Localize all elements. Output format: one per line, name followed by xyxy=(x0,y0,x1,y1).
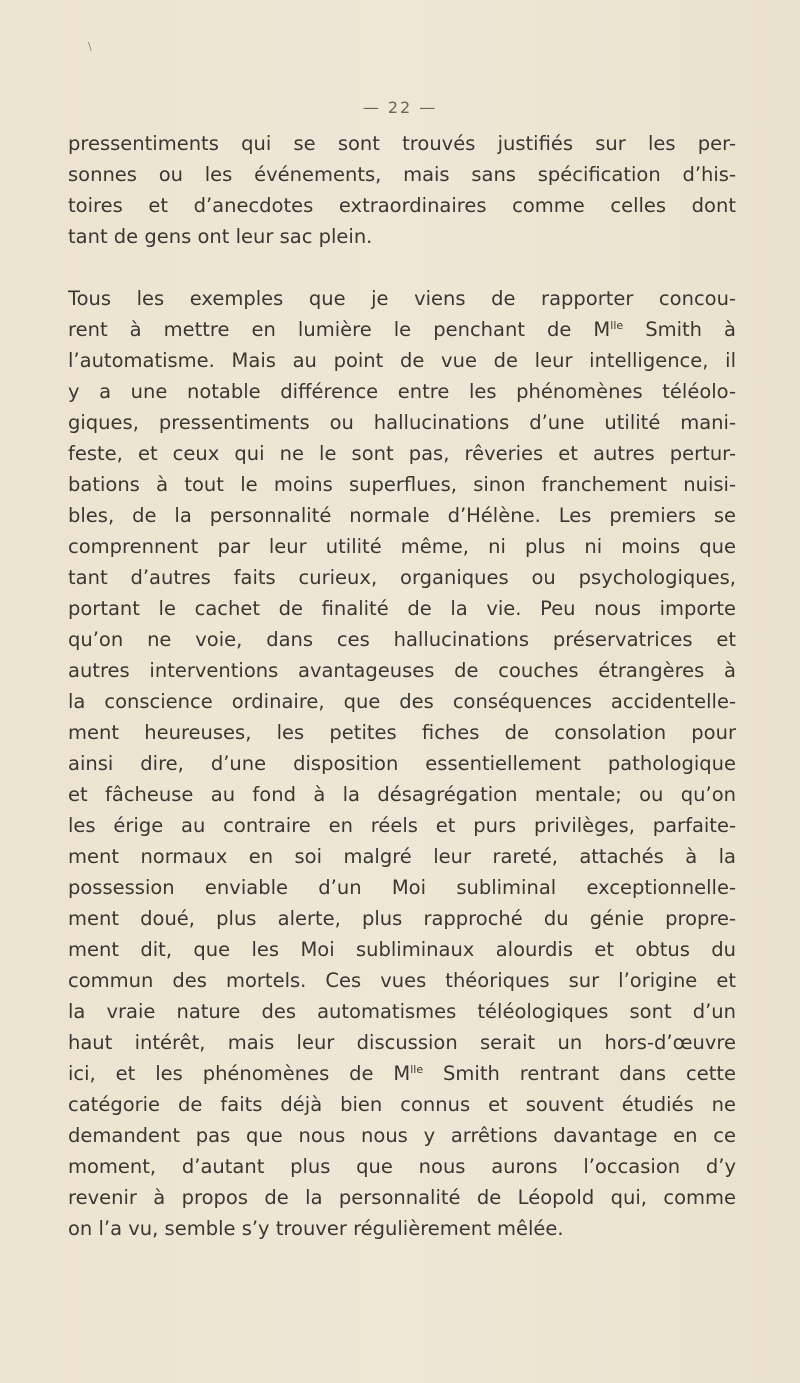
text-segment: rent à mettre en lumière le penchant de M xyxy=(68,318,611,341)
text-segment: bles, de la personnalité normale d’Hélène. Les premiers se xyxy=(68,504,736,527)
text-line xyxy=(68,1213,736,1244)
text-segment: ment doué, plus alerte, plus rapproché du génie propre- xyxy=(68,907,736,930)
text-line xyxy=(68,872,736,903)
text-segment: les érige au contraire en réels et purs privilèges, parfaite- xyxy=(68,814,736,837)
text-line xyxy=(68,593,736,624)
text-line xyxy=(68,531,736,562)
text-line xyxy=(68,655,736,686)
text-line xyxy=(68,934,736,965)
text-line: sonnes ou les événements, mais sans spécification d’his- xyxy=(68,163,736,186)
text-segment: commun des mortels. Ces vues théoriques sur l’origine et xyxy=(68,969,736,992)
text-line xyxy=(68,624,736,655)
text-segment: comprennent par leur utilité même, ni plus ni moins que xyxy=(68,535,736,558)
text-segment: moment, d’autant plus que nous aurons l’occasion d’y xyxy=(68,1155,736,1178)
superscript: lle xyxy=(410,1063,424,1076)
text-line xyxy=(68,779,736,810)
text-line xyxy=(68,686,736,717)
text-segment: ici, et les phénomènes de M xyxy=(68,1062,411,1085)
text-line xyxy=(68,500,736,531)
text-line xyxy=(68,996,736,1027)
text-segment: qu’on ne voie, dans ces hallucinations préservatrices et xyxy=(68,628,736,651)
text-line xyxy=(68,810,736,841)
text-segment: possession enviable d’un Moi subliminal exceptionnelle- xyxy=(68,876,736,899)
text-line xyxy=(68,1089,736,1120)
paragraph-1 xyxy=(68,128,736,252)
text-line xyxy=(68,903,736,934)
text-line xyxy=(68,438,736,469)
text-segment: la vraie nature des automatismes téléologiques sont d’un xyxy=(68,1000,736,1023)
text-line xyxy=(68,314,736,345)
text-line xyxy=(68,717,736,748)
text-line: pressentiments qui se sont trouvés justifiés sur les per- xyxy=(68,132,736,155)
text-line xyxy=(68,469,736,500)
text-segment: portant le cachet de finalité de la vie. Peu nous importe xyxy=(68,597,736,620)
page-number: — 22 — xyxy=(362,98,438,117)
text-line xyxy=(68,562,736,593)
text-line xyxy=(68,1058,736,1089)
text-segment: giques, pressentiments ou hallucinations d’une utilité mani- xyxy=(68,411,736,434)
text-segment: catégorie de faits déjà bien connus et souvent étudiés ne xyxy=(68,1093,736,1116)
text-segment: l’automatisme. Mais au point de vue de leur intelligence, il xyxy=(68,349,736,372)
stray-mark: \ xyxy=(88,40,92,53)
text-segment: haut intérêt, mais leur discussion serait un hors-d’œuvre xyxy=(68,1031,736,1054)
text-line xyxy=(68,376,736,407)
text-segment: et fâcheuse au fond à la désagrégation mentale; ou qu’on xyxy=(68,783,736,806)
text-segment: ment heureuses, les petites fiches de consolation pour xyxy=(68,721,736,744)
text-line xyxy=(68,1120,736,1151)
text-segment: Smith rentrant dans cette xyxy=(423,1062,736,1085)
text-line xyxy=(68,748,736,779)
text-line xyxy=(68,965,736,996)
text-segment: Smith à xyxy=(623,318,736,341)
text-line: tant de gens ont leur sac plein. xyxy=(68,225,373,248)
text-segment: Tous les exemples que je viens de rapporter concou- xyxy=(68,287,736,310)
text-segment: autres interventions avantageuses de couches étrangères à xyxy=(68,659,736,682)
text-line xyxy=(68,407,736,438)
text-line xyxy=(68,1151,736,1182)
text-segment: ainsi dire, d’une disposition essentiellement pathologique xyxy=(68,752,736,775)
text-segment: bations à tout le moins superflues, sinon franchement nuisi- xyxy=(68,473,736,496)
text-segment: la conscience ordinaire, que des conséquences accidentelle- xyxy=(68,690,736,713)
text-segment: y a une notable différence entre les phénomènes téléolo- xyxy=(68,380,736,403)
text-segment: revenir à propos de la personnalité de Léopold qui, comme xyxy=(68,1186,736,1209)
text-line xyxy=(68,283,736,314)
text-segment: ment normaux en soi malgré leur rareté, attachés à la xyxy=(68,845,736,868)
text-line xyxy=(68,841,736,872)
text-segment: on l’a vu, semble s’y trouver régulièrement mêlée. xyxy=(68,1217,564,1240)
paragraph-2 xyxy=(68,283,736,1244)
text-segment: tant d’autres faits curieux, organiques ou psychologiques, xyxy=(68,566,736,589)
superscript: lle xyxy=(610,319,624,332)
text-segment: demandent pas que nous nous y arrêtions davantage en ce xyxy=(68,1124,736,1147)
text-line xyxy=(68,1027,736,1058)
text-segment: ment dit, que les Moi subliminaux alourdis et obtus du xyxy=(68,938,736,961)
body-text xyxy=(68,128,736,1244)
text-line: toires et d’anecdotes extraordinaires comme celles dont xyxy=(68,194,736,217)
text-line xyxy=(68,345,736,376)
text-segment: feste, et ceux qui ne le sont pas, rêveries et autres pertur- xyxy=(68,442,736,465)
text-line xyxy=(68,1182,736,1213)
